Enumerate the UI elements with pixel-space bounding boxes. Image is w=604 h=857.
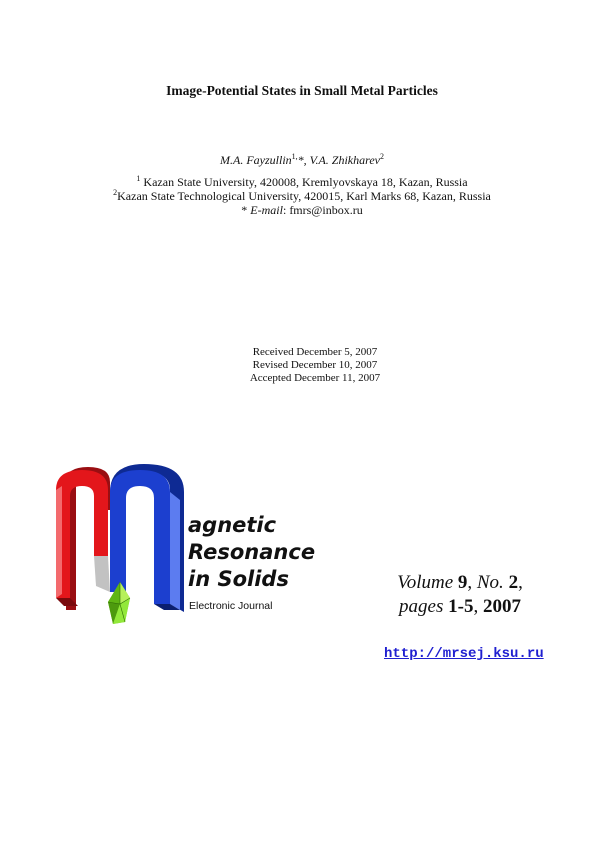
logo-subtitle-electronic-journal: Electronic Journal bbox=[189, 600, 273, 612]
author-line bbox=[0, 153, 604, 168]
author-2-affiliation-mark: 2 bbox=[379, 152, 384, 161]
logo-text-in-solids: in Solids bbox=[188, 567, 289, 591]
volume-number: 9 bbox=[457, 572, 468, 593]
affiliation-2-text: Kazan State Technological University, 420015, Karl Marks 68, Kazan, Russia bbox=[117, 189, 491, 203]
volume-label: Volume bbox=[397, 572, 454, 593]
affiliation-1-text: Kazan State University, 420008, Kremlyovskaya 18, Kazan, Russia bbox=[143, 175, 468, 189]
author-1-affiliation-mark: 1, bbox=[291, 152, 298, 161]
revised-date: Revised December 10, 2007 bbox=[252, 359, 378, 371]
author-1: M.A. Fayzullin bbox=[220, 153, 292, 167]
email-label: E-mail bbox=[250, 203, 283, 217]
author-2: V.A. Zhikharev bbox=[309, 153, 380, 167]
pages-label: pages bbox=[399, 596, 444, 617]
affiliation-2-number: 2 bbox=[113, 188, 118, 197]
volume-line: Volume 9, No. 2, bbox=[397, 572, 523, 593]
logo-text-magnetic: agnetic bbox=[188, 513, 277, 537]
pages-range: 1-5 bbox=[448, 596, 474, 617]
logo-text-resonance: Resonance bbox=[188, 540, 316, 564]
received-date: Received December 5, 2007 bbox=[252, 346, 378, 358]
corresponding-mark: *, bbox=[297, 153, 307, 167]
issue-label: No. bbox=[476, 572, 504, 593]
email-address[interactable]: fmrs@inbox.ru bbox=[289, 203, 363, 217]
affiliation-1-number: 1 bbox=[136, 174, 141, 183]
accepted-date: Accepted December 11, 2007 bbox=[249, 372, 381, 384]
affiliation-1 bbox=[0, 175, 604, 189]
email-line: * E-mail: fmrs@inbox.ru bbox=[241, 203, 363, 217]
journal-logo-m-magnet bbox=[52, 462, 202, 632]
paper-title: Image-Potential States in Small Metal Particles bbox=[166, 83, 438, 98]
email-mark: * bbox=[241, 203, 248, 217]
issue-number: 2 bbox=[508, 572, 519, 593]
pages-line: pages 1-5, 2007 bbox=[399, 596, 521, 617]
year: 2007 bbox=[482, 596, 521, 617]
affiliation-2 bbox=[0, 189, 604, 203]
journal-url-link[interactable]: http://mrsej.ksu.ru bbox=[384, 646, 544, 662]
